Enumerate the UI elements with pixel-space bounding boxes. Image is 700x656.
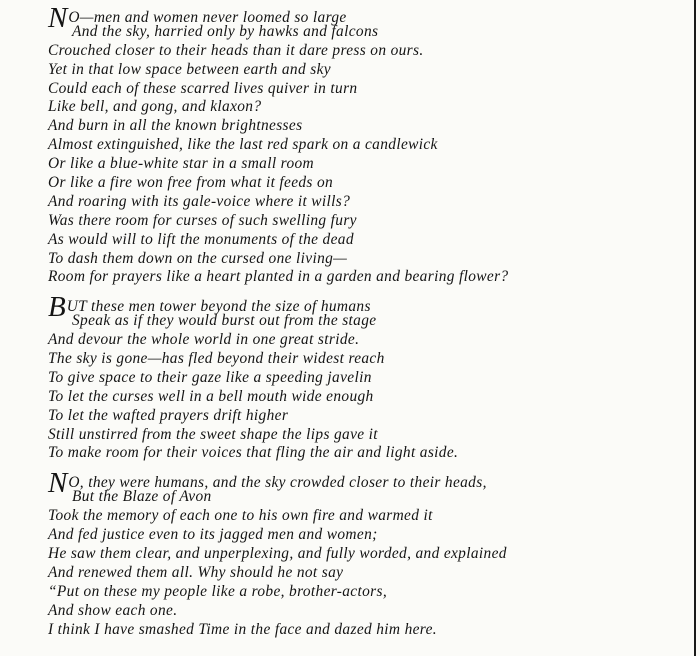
- drop-cap: B: [48, 291, 66, 324]
- poem-line: Or like a fire won free from what it feeds on: [48, 174, 334, 192]
- drop-cap: N: [48, 467, 68, 500]
- first-line-text: O, they were humans, and the sky crowded closer to their heads,: [68, 474, 487, 492]
- poem-line: To make room for their voices that fling the air and light aside.: [48, 444, 459, 462]
- poem-line: Like bell, and gong, and klaxon?: [48, 98, 262, 116]
- stanza-2: [48, 293, 678, 463]
- poem-line: As would will to lift the monuments of the dead: [48, 230, 354, 248]
- poem-line: Took the memory of each one to his own fire and warmed it: [48, 507, 433, 525]
- poem-line: And renewed them all. Why should he not say: [48, 563, 344, 581]
- poem-line: Crouched closer to their heads than it dare press on ours.: [48, 41, 424, 59]
- poem-line: Still unstirred from the sweet shape the lips gave it: [48, 425, 378, 443]
- poem-line: And devour the whole world in one great stride.: [48, 331, 360, 349]
- poem-line: To let the wafted prayers drift higher: [48, 406, 289, 424]
- poem-line: And burn in all the known brightnesses: [48, 117, 303, 135]
- first-line-text: O—men and women never loomed so large: [68, 9, 347, 26]
- stanza-1: [48, 4, 678, 287]
- drop-cap: N: [48, 2, 68, 34]
- poem-line: To give space to their gaze like a speeding javelin: [48, 368, 372, 386]
- page-edge-rule: [694, 0, 696, 656]
- poem-line: He saw them clear, and unperplexing, and fully worded, and explained: [48, 544, 507, 562]
- poem-line: The sky is gone—has fled beyond their widest reach: [48, 350, 385, 368]
- first-line-text: UT these men tower beyond the size of humans: [66, 298, 371, 316]
- poem-line: Speak as if they would burst out from the stage: [72, 312, 377, 330]
- poem-line: Room for prayers like a heart planted in a garden and bearing flower?: [48, 268, 509, 286]
- poem-line: And show each one.: [48, 601, 178, 619]
- poem-line: And the sky, harried only by hawks and falcons: [72, 22, 379, 40]
- poem-line: Yet in that low space between earth and sky: [48, 60, 331, 78]
- poem-line: Was there room for curses of such swelling fury: [48, 211, 357, 229]
- poem-line: Could each of these scarred lives quiver in turn: [48, 79, 358, 97]
- poem-line: Or like a blue-white star in a small room: [48, 155, 315, 173]
- poem-line: Almost extinguished, like the last red spark on a candlewick: [48, 136, 438, 154]
- poem-line: “Put on these my people like a robe, brother-actors,: [48, 582, 388, 600]
- poem-line: I think I have smashed Time in the face and dazed him here.: [48, 620, 437, 638]
- poem-line: But the Blaze of Avon: [72, 488, 212, 506]
- poem-line: And roaring with its gale-voice where it wills?: [48, 192, 351, 210]
- poem-line: And fed justice even to its jagged men and women;: [48, 526, 378, 544]
- poem-line: To let the curses well in a bell mouth wide enough: [48, 387, 374, 405]
- poem-line: To dash them down on the cursed one living—: [48, 249, 348, 267]
- poem-body: [48, 4, 678, 639]
- stanza-3: [48, 469, 678, 639]
